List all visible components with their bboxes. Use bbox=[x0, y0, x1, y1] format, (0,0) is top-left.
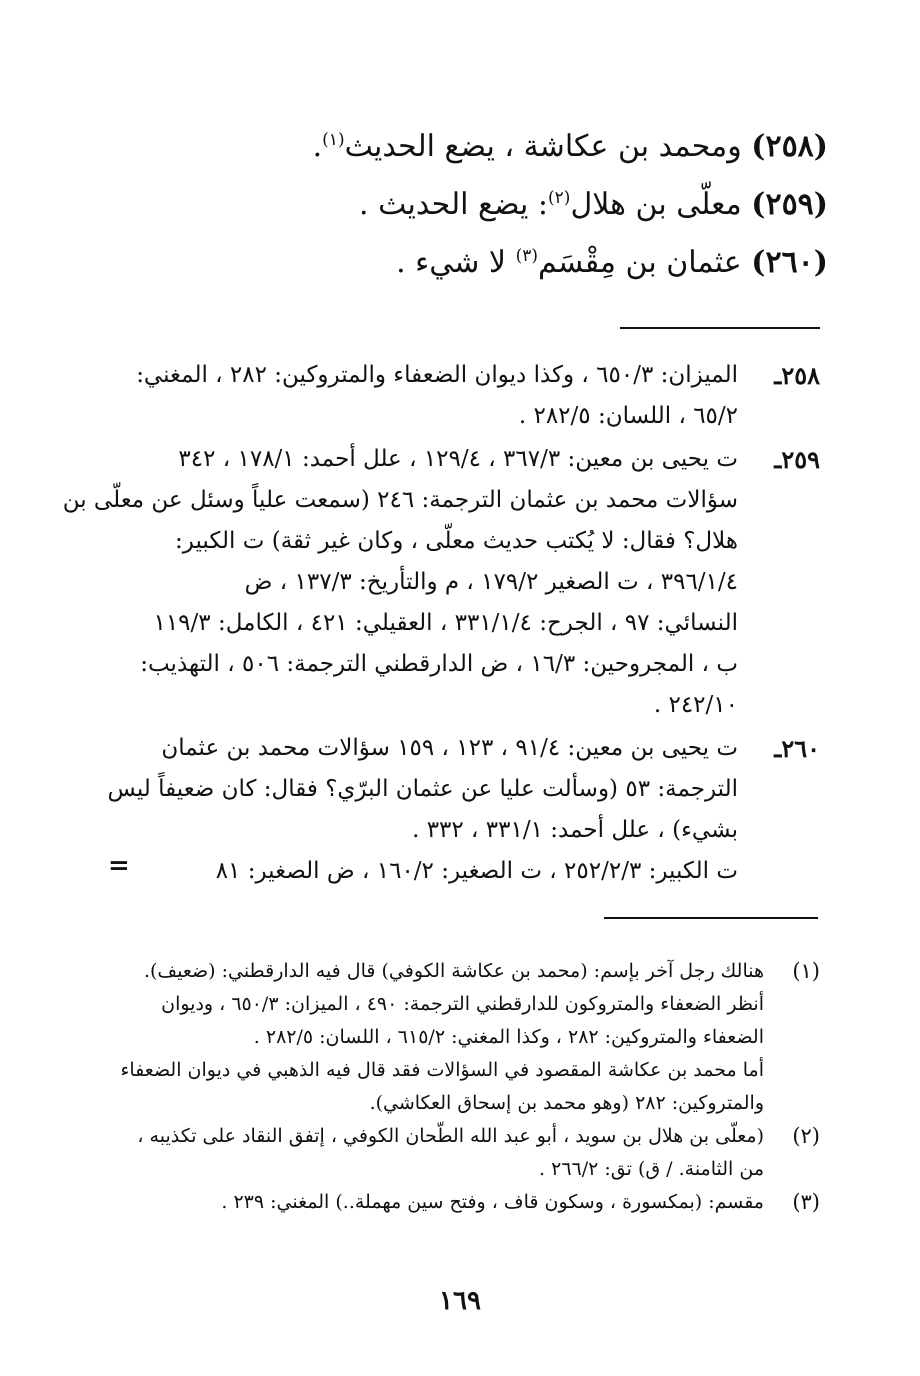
entry-text: معلّى بن هلال bbox=[570, 187, 742, 222]
note-number: ٢٥٩ـ bbox=[774, 445, 820, 474]
main-entry bbox=[188, 234, 828, 292]
footnote bbox=[120, 1120, 820, 1186]
footnote-ref: (١) bbox=[322, 130, 345, 150]
footnote bbox=[120, 1186, 820, 1219]
footnote-number: (١) bbox=[792, 959, 820, 983]
note-line: الميزان: ٦٥٠/٣ ، وكذا ديوان الضعفاء والمتروكين: ٢٨٢ ، المغني: bbox=[136, 362, 738, 388]
note-line: ٣٩٦/١/٤ ، ت الصغير ١٧٩/٢ ، م والتأريخ: ١٣٧/٣ ، ض bbox=[244, 569, 738, 595]
footnote-line: مقسم: (بمكسورة ، وسكون قاف ، وفتح سين مهملة..) المغني: ٢٣٩ . bbox=[221, 1191, 764, 1213]
footnote-line: هنالك رجل آخر بإسم: (محمد بن عكاشة الكوفي) قال فيه الدارقطني: (ضعيف). bbox=[143, 960, 764, 982]
note-line: ٦٥/٢ ، اللسان: ٢٨٢/٥ . bbox=[518, 403, 738, 429]
footnote-line: أما محمد بن عكاشة المقصود في السؤالات فقد قال فيه الذهبي في ديوان الضعفاء bbox=[120, 1059, 764, 1081]
footnote-divider bbox=[604, 917, 818, 919]
commentary-notes bbox=[62, 355, 820, 894]
commentary-note bbox=[62, 439, 820, 726]
footnotes bbox=[120, 955, 820, 1219]
commentary-note bbox=[120, 355, 820, 437]
note-line: ٢٤٢/١٠ . bbox=[653, 692, 738, 718]
entry-text-end: . bbox=[312, 129, 323, 164]
footnote-ref: (٢) bbox=[548, 188, 571, 208]
note-line: سؤالات محمد بن عثمان الترجمة: ٢٤٦ (سمعت علياً وسئل عن معلّى بن bbox=[62, 487, 738, 513]
main-entries bbox=[188, 118, 828, 292]
note-line: ت الكبير: ٢٥٢/٢/٣ ، ت الصغير: ١٦٠/٢ ، ض الصغير: ٨١ bbox=[215, 858, 738, 884]
commentary-note bbox=[107, 728, 820, 892]
note-line: النسائي: ٩٧ ، الجرح: ٣٣١/١/٤ ، العقيلي: ٤٢١ ، الكامل: ١١٩/٣ bbox=[153, 610, 738, 636]
note-line: الترجمة: ٥٣ (وسألت عليا عن عثمان البرّي؟ فقال: كان ضعيفاً ليس bbox=[107, 776, 738, 802]
note-number: ٢٦٠ـ bbox=[774, 734, 820, 763]
entry-number: (٢٥٨) bbox=[751, 129, 828, 164]
entry-text: ومحمد بن عكاشة ، يضع الحديث bbox=[344, 129, 742, 164]
page-number: ١٦٩ bbox=[439, 1286, 481, 1316]
footnote-number: (٢) bbox=[792, 1124, 820, 1148]
footnote-line: والمتروكين: ٢٨٢ (وهو محمد بن إسحاق العكاشي). bbox=[369, 1092, 764, 1114]
continuation-mark: = bbox=[108, 851, 130, 881]
note-number: ٢٥٨ـ bbox=[774, 361, 820, 390]
note-line: بشيء) ، علل أحمد: ٣٣١/١ ، ٣٣٢ . bbox=[412, 817, 738, 843]
entry-number: (٢٦٠) bbox=[751, 245, 828, 280]
entry-number: (٢٥٩) bbox=[751, 187, 828, 222]
note-line: ت يحيى بن معين: ٣٦٧/٣ ، ١٢٩/٤ ، علل أحمد: ١٧٨/١ ، ٣٤٢ bbox=[178, 446, 738, 472]
footnote-line: (معلّى بن هلال بن سويد ، أبو عبد الله الطّحان الكوفي ، إتفق النقاد على تكذيبه ، bbox=[137, 1125, 764, 1147]
footnote-line: الضعفاء والمتروكين: ٢٨٢ ، وكذا المغني: ٦١٥/٢ ، اللسان: ٢٨٢/٥ . bbox=[253, 1026, 764, 1048]
footnote-number: (٣) bbox=[792, 1190, 820, 1214]
entry-text-end: لا شيء . bbox=[396, 245, 516, 280]
entry-text: عثمان بن مِقْسَم bbox=[538, 245, 742, 280]
note-line: ت يحيى بن معين: ٩١/٤ ، ١٢٣ ، ١٥٩ سؤالات محمد بن عثمان bbox=[161, 735, 738, 761]
main-entry bbox=[188, 176, 828, 234]
footnote-line: من الثامنة. / ق) تق: ٢٦٦/٢ . bbox=[539, 1158, 764, 1180]
note-line: ب ، المجروحين: ١٦/٣ ، ض الدارقطني الترجمة: ٥٠٦ ، التهذيب: bbox=[140, 651, 738, 677]
footnote bbox=[120, 955, 820, 1120]
entry-text-end: : يضع الحديث . bbox=[359, 187, 549, 222]
footnote-ref: (٣) bbox=[515, 246, 538, 266]
section-divider bbox=[620, 327, 820, 329]
note-line: هلال؟ فقال: لا يُكتب حديث معلّى ، وكان غير ثقة) ت الكبير: bbox=[175, 528, 738, 554]
footnote-line: أنظر الضعفاء والمتروكون للدارقطني الترجمة: ٤٩٠ ، الميزان: ٦٥٠/٣ ، وديوان bbox=[161, 993, 764, 1015]
main-entry bbox=[188, 118, 828, 176]
